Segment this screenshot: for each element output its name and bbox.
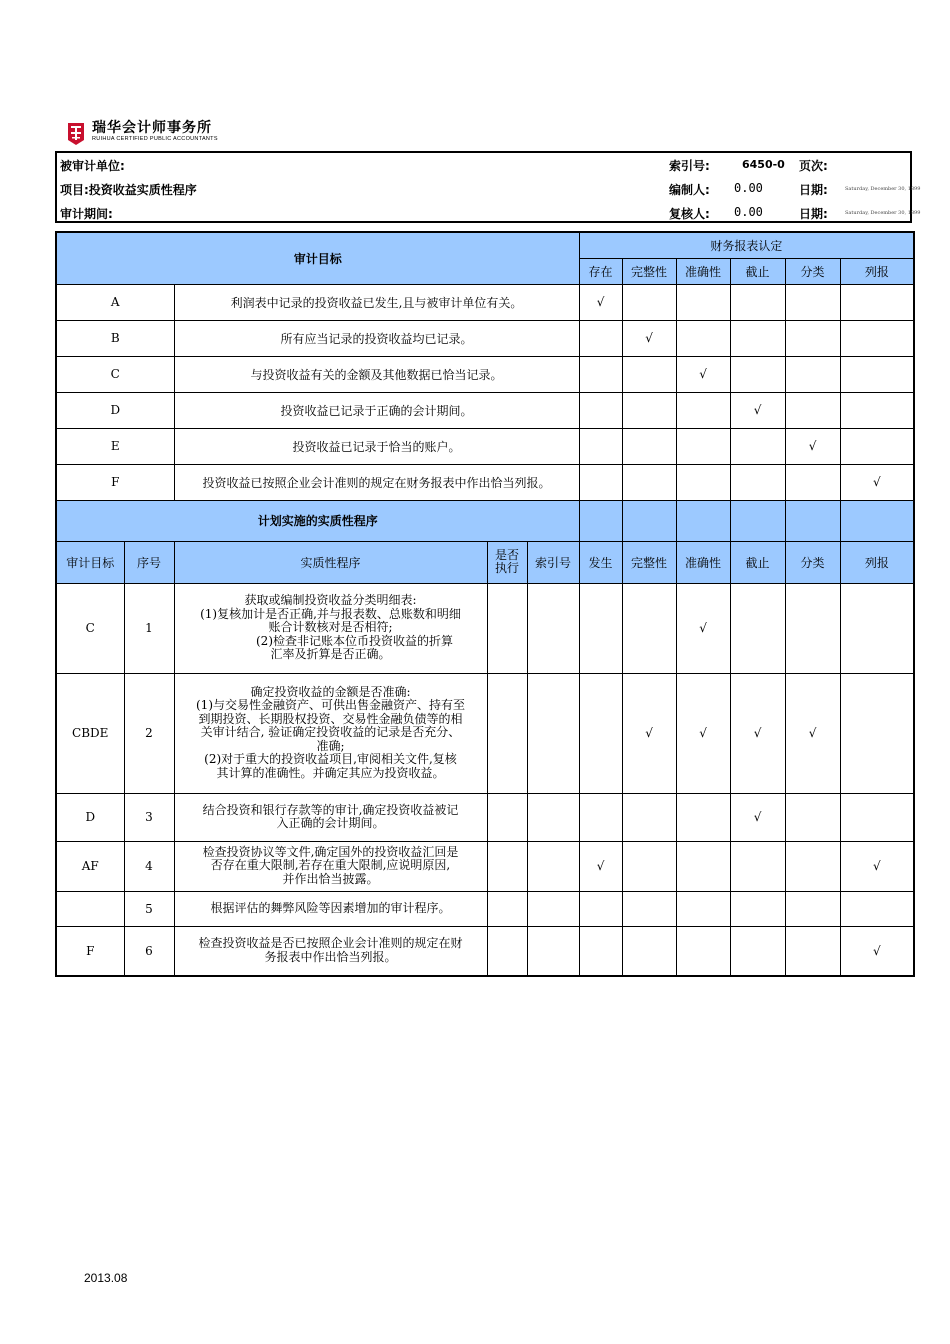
objective-text: 投资收益已记录于恰当的账户。 (174, 428, 579, 464)
procedure-column-header: 发生 (579, 541, 622, 583)
procedure-column-header: 序号 (124, 541, 174, 583)
assertion-check-cell (840, 464, 914, 500)
assertion-check-cell (730, 583, 785, 673)
check-mark: √ (753, 403, 762, 417)
assertion-check-cell (840, 673, 914, 793)
assertion-header: 截止 (730, 258, 785, 284)
assertion-check-cell (785, 284, 840, 320)
assertion-check-cell (579, 583, 622, 673)
assertion-check-cell (730, 284, 785, 320)
check-mark: √ (753, 726, 762, 740)
objective-text: 利润表中记录的投资收益已发生,且与被审计单位有关。 (174, 284, 579, 320)
assertion-check-cell (579, 284, 622, 320)
procedure-row (56, 673, 914, 793)
assertion-check-cell (579, 841, 622, 891)
assertion-check-cell (676, 428, 730, 464)
assertion-check-cell (622, 428, 676, 464)
procedure-number: 2 (124, 673, 174, 793)
executed-cell (487, 891, 527, 926)
check-mark: √ (699, 621, 707, 635)
assertion-check-cell (730, 673, 785, 793)
assertion-check-cell (840, 428, 914, 464)
assertion-check-cell (730, 926, 785, 976)
assertion-check-cell (579, 793, 622, 841)
assertion-check-cell (676, 673, 730, 793)
assertion-check-cell (676, 320, 730, 356)
objective-row (56, 284, 914, 320)
reviewer-value: 0.00 (734, 205, 763, 219)
index-ref-cell (527, 793, 579, 841)
index-label: 索引号: (669, 159, 710, 173)
procedure-column-header: 完整性 (622, 541, 676, 583)
procedure-number: 3 (124, 793, 174, 841)
objective-code: C (56, 356, 174, 392)
assertion-check-cell (840, 583, 914, 673)
objective-text: 与投资收益有关的金额及其他数据已恰当记录。 (174, 356, 579, 392)
procedure-target: AF (56, 841, 124, 891)
objective-code: A (56, 284, 174, 320)
objective-text: 所有应当记录的投资收益均已记录。 (174, 320, 579, 356)
procedure-target (56, 891, 124, 926)
procedure-text-line: 否存在重大限制,若存在重大限制,应说明原因, (210, 858, 451, 873)
assertion-header: 完整性 (622, 258, 676, 284)
executed-cell (487, 583, 527, 673)
assertion-check-cell (622, 392, 676, 428)
assertion-check-cell (840, 320, 914, 356)
procedure-text-line: 获取或编制投资收益分类明细表: (244, 593, 417, 608)
firm-emblem-icon (66, 120, 86, 146)
check-mark: √ (808, 439, 817, 453)
procedure-target: D (56, 793, 124, 841)
assertion-header: 存在 (579, 258, 622, 284)
objective-row (56, 428, 914, 464)
objective-row (56, 464, 914, 500)
assertion-check-cell (622, 891, 676, 926)
check-mark: √ (596, 859, 605, 873)
assertion-check-cell (622, 841, 676, 891)
assertion-check-cell (785, 392, 840, 428)
procedure-row (56, 793, 914, 841)
assertion-check-cell (676, 392, 730, 428)
procedure-text-line: 汇率及折算是否正确。 (270, 647, 391, 662)
preparer-value: 0.00 (734, 181, 763, 195)
assertion-check-cell (622, 673, 676, 793)
procedure-text-line: (2)检查非记账本位币投资收益的折算 (208, 633, 453, 648)
index-ref-cell (527, 891, 579, 926)
assertion-check-cell (840, 793, 914, 841)
period-label: 审计期间: (60, 207, 113, 221)
preparer-label: 编制人: (669, 183, 710, 197)
check-mark: √ (872, 475, 881, 489)
objective-row (56, 392, 914, 428)
assertion-header: 分类 (785, 258, 840, 284)
assertion-check-cell (785, 583, 840, 673)
assertion-check-cell (579, 464, 622, 500)
procedure-text-line: 检查投资协议等文件,确定国外的投资收益汇回是 (202, 844, 459, 859)
assertion-check-cell (785, 926, 840, 976)
assertion-check-cell (840, 284, 914, 320)
procedure-target: C (56, 583, 124, 673)
assertion-group-title: 财务报表认定 (579, 232, 914, 258)
procedure-target: CBDE (56, 673, 124, 793)
objectives-title: 审计目标 (56, 232, 579, 284)
procedure-column-header: 列报 (840, 541, 914, 583)
index-ref-cell (527, 926, 579, 976)
assertion-check-cell (579, 673, 622, 793)
procedure-text-line: 准确; (316, 738, 345, 753)
index-ref-cell (527, 841, 579, 891)
procedure-text-line: 其计算的准确性。并确定其应为投资收益。 (216, 765, 445, 780)
assertion-check-cell (840, 841, 914, 891)
procedure-text-line: 并作出恰当披露。 (282, 871, 379, 886)
procedure-column-header: 审计目标 (56, 541, 124, 583)
index-ref-cell (527, 673, 579, 793)
procedure-number: 1 (124, 583, 174, 673)
assertion-check-cell (676, 464, 730, 500)
procedure-text-line: 确定投资收益的金额是否准确: (250, 684, 411, 699)
procedure-text (174, 841, 487, 891)
procedure-column-header: 准确性 (676, 541, 730, 583)
check-mark: √ (596, 295, 605, 309)
check-mark: √ (699, 367, 707, 381)
firm-name: 瑞华会计师事务所 (92, 120, 212, 136)
assertion-check-cell (840, 392, 914, 428)
assertion-check-cell (785, 464, 840, 500)
assertion-check-cell (840, 891, 914, 926)
procedure-text (174, 891, 487, 926)
check-mark: √ (808, 726, 817, 740)
firm-name-en: RUIHUA CERTIFIED PUBLIC ACCOUNTANTS (92, 136, 218, 142)
procedure-text-line: (1)与交易性金融资产、可供出售金融资产、持有至 (196, 698, 465, 713)
assertion-check-cell (622, 356, 676, 392)
assertion-check-cell (676, 356, 730, 392)
procedure-row (56, 891, 914, 926)
assertion-check-cell (730, 428, 785, 464)
procedure-text (174, 926, 487, 976)
procedure-text-line: 务报表中作出恰当列报。 (264, 949, 397, 964)
assertion-check-cell (730, 793, 785, 841)
assertion-check-cell (676, 583, 730, 673)
assertion-check-cell (785, 673, 840, 793)
page-label: 页次: (799, 159, 828, 173)
procedure-column-header: 分类 (785, 541, 840, 583)
assertion-header: 准确性 (676, 258, 730, 284)
assertion-check-cell (622, 583, 676, 673)
project-label: 项目:投资收益实质性程序 (60, 183, 197, 197)
check-mark: √ (872, 943, 881, 958)
assertion-check-cell (785, 320, 840, 356)
procedure-target: F (56, 926, 124, 976)
check-mark: √ (753, 810, 762, 824)
assertion-check-cell (785, 841, 840, 891)
procedures-title: 计划实施的实质性程序 (56, 500, 579, 541)
firm-logo (66, 120, 218, 146)
assertion-check-cell (622, 464, 676, 500)
version-footer: 2013.08 (84, 1271, 128, 1285)
check-mark: √ (645, 726, 653, 740)
assertion-check-cell (579, 891, 622, 926)
procedure-row (56, 841, 914, 891)
procedure-column-header: 是否执行 (487, 541, 527, 583)
assertion-check-cell (622, 320, 676, 356)
procedure-text-line: 关审计结合, 验证确定投资收益的记录是否充分、 (200, 725, 461, 740)
assertion-check-cell (730, 464, 785, 500)
procedure-text-line: (1)复核加计是否正确,并与报表数、总账数和明细 (200, 606, 461, 621)
assertion-check-cell (676, 793, 730, 841)
assertion-check-cell (730, 841, 785, 891)
assertion-check-cell (840, 356, 914, 392)
assertion-check-cell (730, 356, 785, 392)
assertion-check-cell (579, 320, 622, 356)
assertion-check-cell (622, 926, 676, 976)
procedure-text (174, 793, 487, 841)
executed-cell (487, 926, 527, 976)
prepared-date-label: 日期: (799, 183, 828, 197)
check-mark: √ (699, 726, 707, 740)
procedure-column-header: 索引号 (527, 541, 579, 583)
assertion-check-cell (730, 891, 785, 926)
procedure-number: 5 (124, 891, 174, 926)
prepared-date-value: Saturday, December 30, 1899 (845, 186, 921, 192)
procedure-column-header: 实质性程序 (174, 541, 487, 583)
objective-code: D (56, 392, 174, 428)
assertion-check-cell (676, 284, 730, 320)
check-mark: √ (872, 859, 881, 873)
procedure-text-line: 检查投资收益是否已按照企业会计准则的规定在财 (198, 936, 463, 951)
procedure-number: 4 (124, 841, 174, 891)
reviewed-date-label: 日期: (799, 207, 828, 221)
procedure-text-line: 入正确的会计期间。 (276, 816, 385, 830)
objective-row (56, 356, 914, 392)
assertion-check-cell (579, 392, 622, 428)
objective-code: F (56, 464, 174, 500)
executed-cell (487, 841, 527, 891)
executed-cell (487, 793, 527, 841)
assertion-check-cell (676, 841, 730, 891)
reviewer-label: 复核人: (669, 207, 710, 221)
procedure-row (56, 926, 914, 976)
procedure-text-line: 结合投资和银行存款等的审计,确定投资收益被记 (202, 802, 459, 817)
objective-row (56, 320, 914, 356)
assertion-check-cell (785, 793, 840, 841)
assertion-check-cell (785, 428, 840, 464)
assertion-check-cell (730, 392, 785, 428)
client-label: 被审计单位: (60, 159, 125, 173)
workpaper-header (55, 151, 921, 223)
objective-text: 投资收益已记录于正确的会计期间。 (174, 392, 579, 428)
index-ref-cell (527, 583, 579, 673)
assertion-check-cell (785, 356, 840, 392)
assertion-check-cell (785, 891, 840, 926)
procedure-column-header: 截止 (730, 541, 785, 583)
objective-code: B (56, 320, 174, 356)
check-mark: √ (645, 331, 653, 345)
assertion-check-cell (622, 793, 676, 841)
assertion-check-cell (579, 428, 622, 464)
substantive-procedures-table (55, 231, 915, 977)
objective-text: 投资收益已按照企业会计准则的规定在财务报表中作出恰当列报。 (174, 464, 579, 500)
assertion-check-cell (622, 284, 676, 320)
executed-cell (487, 673, 527, 793)
procedure-row (56, 583, 914, 673)
procedure-text-line: (2)对于重大的投资收益项目,审阅相关文件,复核 (204, 752, 457, 767)
procedure-text (174, 673, 487, 793)
assertion-check-cell (579, 926, 622, 976)
procedure-text-line: 到期投资、长期股权投资、交易性金融负债等的相 (198, 711, 463, 726)
procedure-text-line: 账合计数核对是否相符; (268, 620, 393, 635)
assertion-check-cell (840, 926, 914, 976)
procedure-text-line: 根据评估的舞弊风险等因素增加的审计程序。 (210, 900, 451, 915)
assertion-header: 列报 (840, 258, 914, 284)
assertion-check-cell (730, 320, 785, 356)
procedure-text (174, 583, 487, 673)
procedure-number: 6 (124, 926, 174, 976)
reviewed-date-value: Saturday, December 30, 1899 (845, 210, 921, 216)
index-value: 6450-0 (742, 158, 785, 171)
assertion-check-cell (579, 356, 622, 392)
assertion-check-cell (676, 891, 730, 926)
assertion-check-cell (676, 926, 730, 976)
objective-code: E (56, 428, 174, 464)
